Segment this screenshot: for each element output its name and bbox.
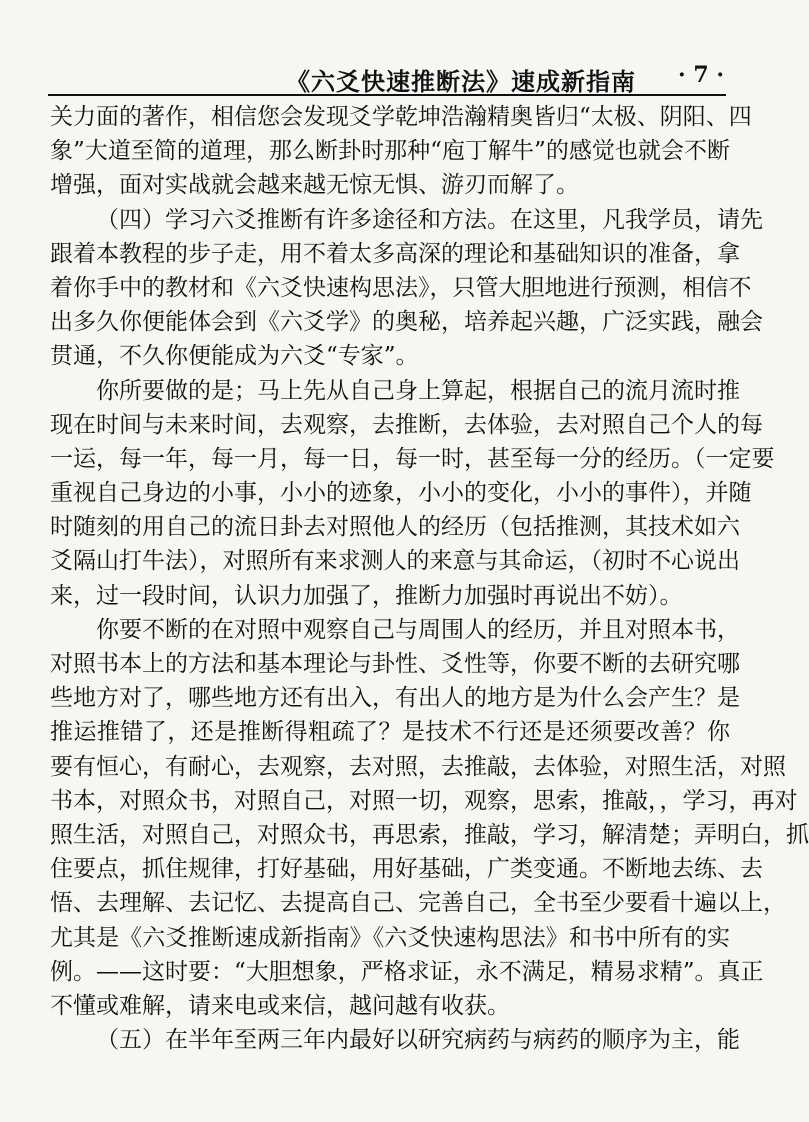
running-header [48, 56, 728, 96]
header-rule [48, 94, 726, 96]
text-line: 对照书本上的方法和基本理论与卦性、爻性等，你要不断的去研究哪 [50, 651, 740, 677]
text-line: 着你手中的教材和《六爻快速构思法》，只管大胆地进行预测，相信不 [50, 274, 752, 301]
text-line: 要有恒心，有耐心，去观察，去对照，去推敲，去体验，对照生活，对照 [50, 753, 786, 780]
text-line: 时随刻的用自己的流日卦去对照他人的经历（包括推测，其技术如六 [50, 514, 740, 541]
text-line: 推运推错了，还是推断得粗疏了？是技术不行还是还须要改善？你 [50, 719, 730, 746]
text-line: 重视自己身边的小事，小小的迹象，小小的变化，小小的事件），并随 [50, 480, 752, 507]
text-line: 例。——这时要：“大胆想象，严格求证，永不满足，精易求精”。真正 [50, 958, 764, 985]
text-line: 出多久你便能体会到《六爻学》的奥秘，培养起兴趣，广泛实践，融会 [50, 309, 763, 336]
text-line: 增强，面对实战就会越来越无惊无惧、游刃而解了。 [50, 172, 579, 199]
text-line: 跟着本教程的步子走，用不着太多高深的理论和基础知识的准备，拿 [50, 240, 740, 267]
text-line: 来，过一段时间，认识力加强了，推断力加强时再说出不妨）。 [50, 582, 683, 609]
text-line: 照生活，对照自己，对照众书，再思索，推敲，学习，解清楚；弄明白，抓 [50, 821, 809, 848]
page-number: · 7 · [678, 62, 724, 88]
text-line: 你所要做的是；马上先从自己身上算起，根据自己的流月流时推 [96, 377, 740, 404]
text-line: 爻隔山打牛法），对照所有来求测人的来意与其命运，（初时不心说出 [50, 548, 740, 575]
text-line: （四）学习六爻推断有许多途径和方法。在这里，凡我学员，请先 [96, 206, 763, 233]
text-line: 书本，对照众书，对照自己，对照一切，观察，思索，推敲，，学习，再对 [50, 787, 798, 814]
text-line: 关力面的著作，相信您会发现爻学乾坤浩瀚精奥皆归“太极、阴阳、四 [50, 104, 752, 130]
text-line: 住要点，抓住规律，打好基础，用好基础，广类变通。不断地去练、去 [50, 856, 763, 883]
header-title: 《六爻快速推断法》速成新指南 [286, 68, 636, 96]
text-line: （五）在半年至两三年内最好以研究病药与病药的顺序为主，能 [96, 1027, 740, 1054]
text-line: 悟、去理解、去记忆、去提高自己、完善自己，全书至少要看十遍以上， [50, 890, 786, 917]
text-line: 你要不断的在对照中观察自己与周围人的经历，并且对照本书， [96, 616, 740, 643]
text-line: 现在时间与未来时间，去观察，去推断，去体验，去对照自己个人的每 [50, 411, 763, 438]
text-line: 不懂或难解，请来电或来信，越问越有收获。 [50, 992, 510, 1019]
text-line: 贯通，不久你便能成为六爻“专家”。 [50, 343, 419, 370]
text-line: 象”大道至简的道理，那么断卦时那种“庖丁解牛”的感觉也就会不断 [50, 138, 730, 165]
body-text [50, 100, 809, 1057]
text-line: 尤其是《六爻推断速成新指南》《六爻快速构思法》和书中所有的实 [50, 924, 730, 951]
text-line: 一运，每一年，每一月，每一日，每一时，甚至每一分的经历。（一定要 [50, 445, 775, 472]
text-line: 些地方对了，哪些地方还有出入，有出人的地方是为什么会产生？是 [50, 685, 740, 712]
